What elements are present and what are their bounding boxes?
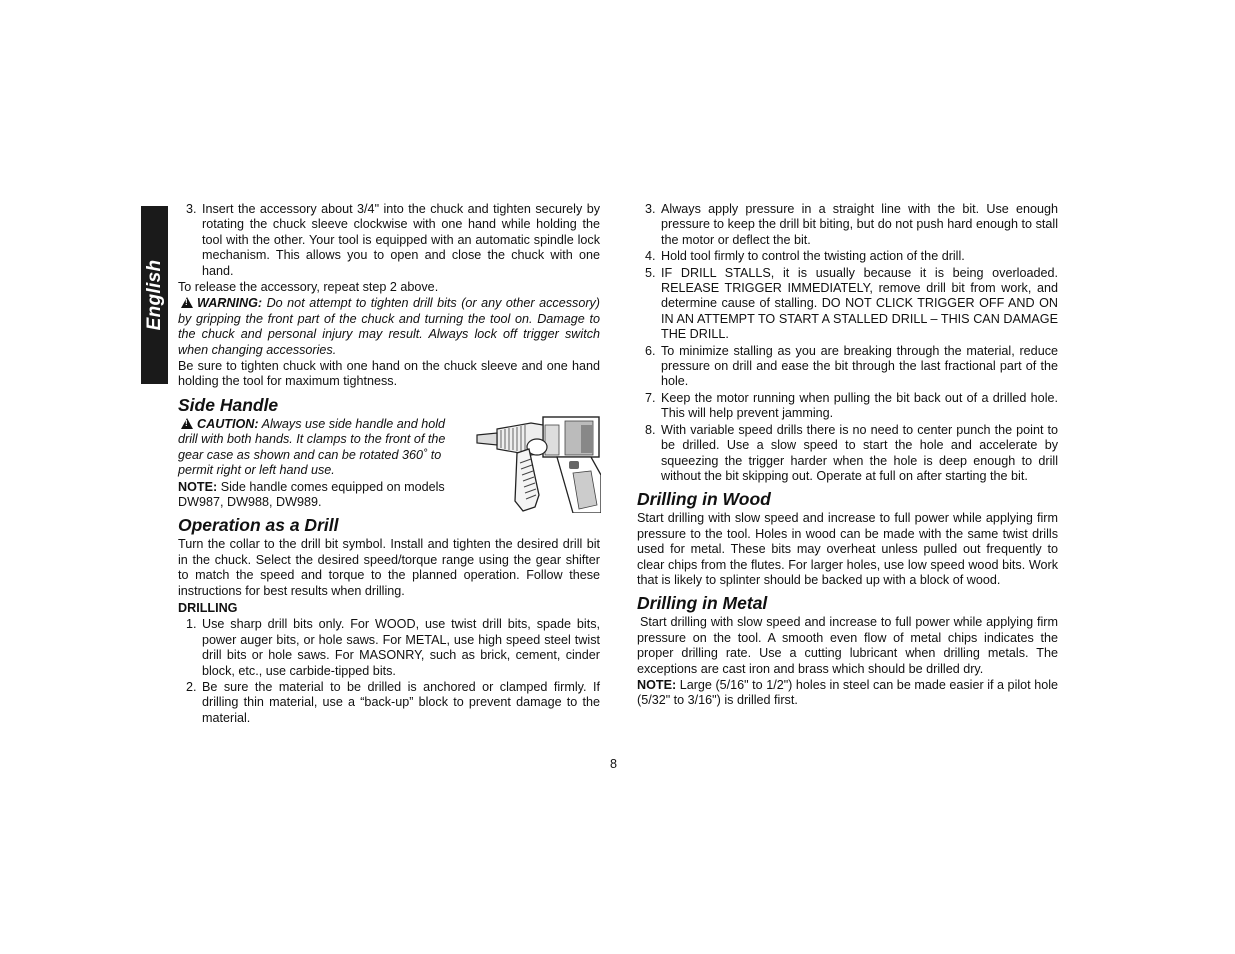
- warning-triangle-icon: [181, 297, 193, 308]
- list-item: [637, 423, 1058, 485]
- step-number: 6.: [645, 343, 656, 358]
- list-item: [637, 266, 1058, 343]
- list-item: [178, 617, 600, 679]
- left-column: [178, 202, 600, 727]
- step-number: 8.: [645, 422, 656, 437]
- metal-note-text: Large (5/16" to 1/2") holes in steel can be made easier if a pilot hole (5/32" to 3/16") is drilled first.: [637, 677, 1058, 708]
- drilling-wood-text: Start drilling with slow speed and increase to full power while applying firm pressure to the tool. Holes in wood can be made with the same twist drills used for metal. These bits may overheat unless pulled out frequently to clear chips from the flutes. For larger holes, use low speed wood bits. Work that is likely to splinter should be backed up with a block of wood.: [637, 511, 1058, 587]
- warning-paragraph: [178, 296, 600, 358]
- list-item: [637, 202, 1058, 248]
- list-item: [178, 202, 600, 279]
- step-number: 2.: [186, 679, 197, 694]
- drilling-steps-continued: [637, 202, 1058, 484]
- side-handle-heading: Side Handle: [178, 394, 279, 415]
- metal-note-label: NOTE:: [637, 677, 677, 692]
- language-tab-label: English: [143, 259, 165, 331]
- release-text: To release the accessory, repeat step 2 above.: [178, 280, 439, 295]
- drilling-subheading: DRILLING: [178, 600, 238, 615]
- list-item: [178, 680, 600, 726]
- page-number: 8: [610, 757, 618, 771]
- step-number: 1.: [186, 617, 197, 632]
- step-text: Keep the motor running when pulling the bit back out of a drilled hole. This will help prevent jamming.: [661, 390, 1058, 421]
- tighten-text: Be sure to tighten chuck with one hand on the chuck sleeve and one hand holding the tool for maximum tightness.: [178, 359, 600, 389]
- warning-triangle-icon: [181, 418, 193, 429]
- step-text: Hold tool firmly to control the twisting action of the drill.: [661, 249, 965, 264]
- drill-with-side-handle-illustration: [473, 415, 601, 513]
- chuck-steps: [178, 202, 600, 279]
- language-tab: [141, 206, 168, 384]
- step-number: 3.: [186, 202, 197, 216]
- drilling-steps: [178, 617, 600, 726]
- step-text: IF DRILL STALLS, it is usually because it is being overloaded. RELEASE TRIGGER IMMEDIATELY, remove drill bit from work, and determine cause of stalling. DO NOT CLICK TRIGGER OFF AND ON IN AN ATTEMPT TO START A STALLED DRILL – THIS CAN DAMAGE THE DRILL.: [661, 265, 1058, 342]
- step-text: Use sharp drill bits only. For WOOD, use twist drill bits, spade bits, power auger bits, or hole saws. For METAL, use high speed steel twist drill bits or hole saws. For MASONRY, such as brick, cement, cinder block, etc., use carbide-tipped bits.: [202, 617, 600, 678]
- metal-note-paragraph: [637, 678, 1058, 709]
- side-handle-section: [178, 417, 600, 510]
- right-column: [637, 202, 1058, 710]
- note-label: NOTE:: [178, 479, 218, 494]
- step-number: 5.: [645, 265, 656, 280]
- note-text: Side handle comes equipped on models DW987, DW988, DW989.: [178, 479, 445, 509]
- step-text: Insert the accessory about 3/4" into the chuck and tighten securely by rotating the chuck sleeve clockwise with one hand while holding the tool with the other. Your tool is equipped with an automatic spindle lock mechanism. This allows you to open and close the chuck with one hand.: [202, 202, 600, 278]
- step-text: Always apply pressure in a straight line with the bit. Use enough pressure to keep the drill bit biting, but do not push hard enough to stall the motor or deflect the bit.: [661, 202, 1058, 247]
- step-number: 7.: [645, 390, 656, 405]
- drilling-metal-heading: Drilling in Metal: [637, 593, 768, 614]
- list-item: [637, 344, 1058, 390]
- step-number: 3.: [645, 202, 656, 216]
- list-item: [637, 391, 1058, 422]
- step-text: With variable speed drills there is no need to center punch the point to be drilled. Use a slow speed to start the hole and accelerate by squeezing the trigger harder when the hole is deep enough to drill without the bit skipping out. Operate at full on after starting the bit.: [661, 422, 1058, 483]
- step-number: 4.: [645, 249, 656, 264]
- side-handle-text: [178, 417, 468, 510]
- note-paragraph: [178, 480, 468, 511]
- warning-text: Do not attempt to tighten drill bits (or any other accessory) by gripping the front part of the chuck and turning the tool on. Damage to the chuck and personal injury may result. Always lock off trigger switch when changing accessories.: [178, 296, 601, 357]
- drilling-wood-heading: Drilling in Wood: [637, 489, 771, 510]
- step-text: Be sure the material to be drilled is anchored or clamped firmly. If drilling thin material, use a “back-up” block to prevent damage to the material.: [202, 679, 600, 725]
- caution-label: CAUTION:: [197, 416, 259, 431]
- operation-heading: Operation as a Drill: [178, 515, 339, 536]
- list-item: [637, 249, 1058, 264]
- drilling-metal-text: Start drilling with slow speed and increase to full power while applying firm pressure on the tool. A smooth even flow of metal chips indicates the proper drilling rate. Use a cutting lubricant when drilling metals. The exceptions are cast iron and brass which should be drilled dry.: [637, 615, 1058, 676]
- caution-text: Always use side handle and hold drill with both hands. It clamps to the front of the gear case as shown and can be rotated 360˚ to permit right or left hand use.: [178, 416, 446, 478]
- warning-label: WARNING:: [197, 296, 263, 311]
- step-text: To minimize stalling as you are breaking through the material, reduce pressure on drill and ease the bit through the last fractional part of the hole.: [661, 343, 1058, 389]
- caution-paragraph: [178, 417, 468, 479]
- operation-text: Turn the collar to the drill bit symbol. Install and tighten the desired drill bit in the chuck. Select the desired speed/torque range using the gear shifter to match the speed and torque to the planned operation. Follow these instructions for best results when drilling.: [178, 537, 600, 598]
